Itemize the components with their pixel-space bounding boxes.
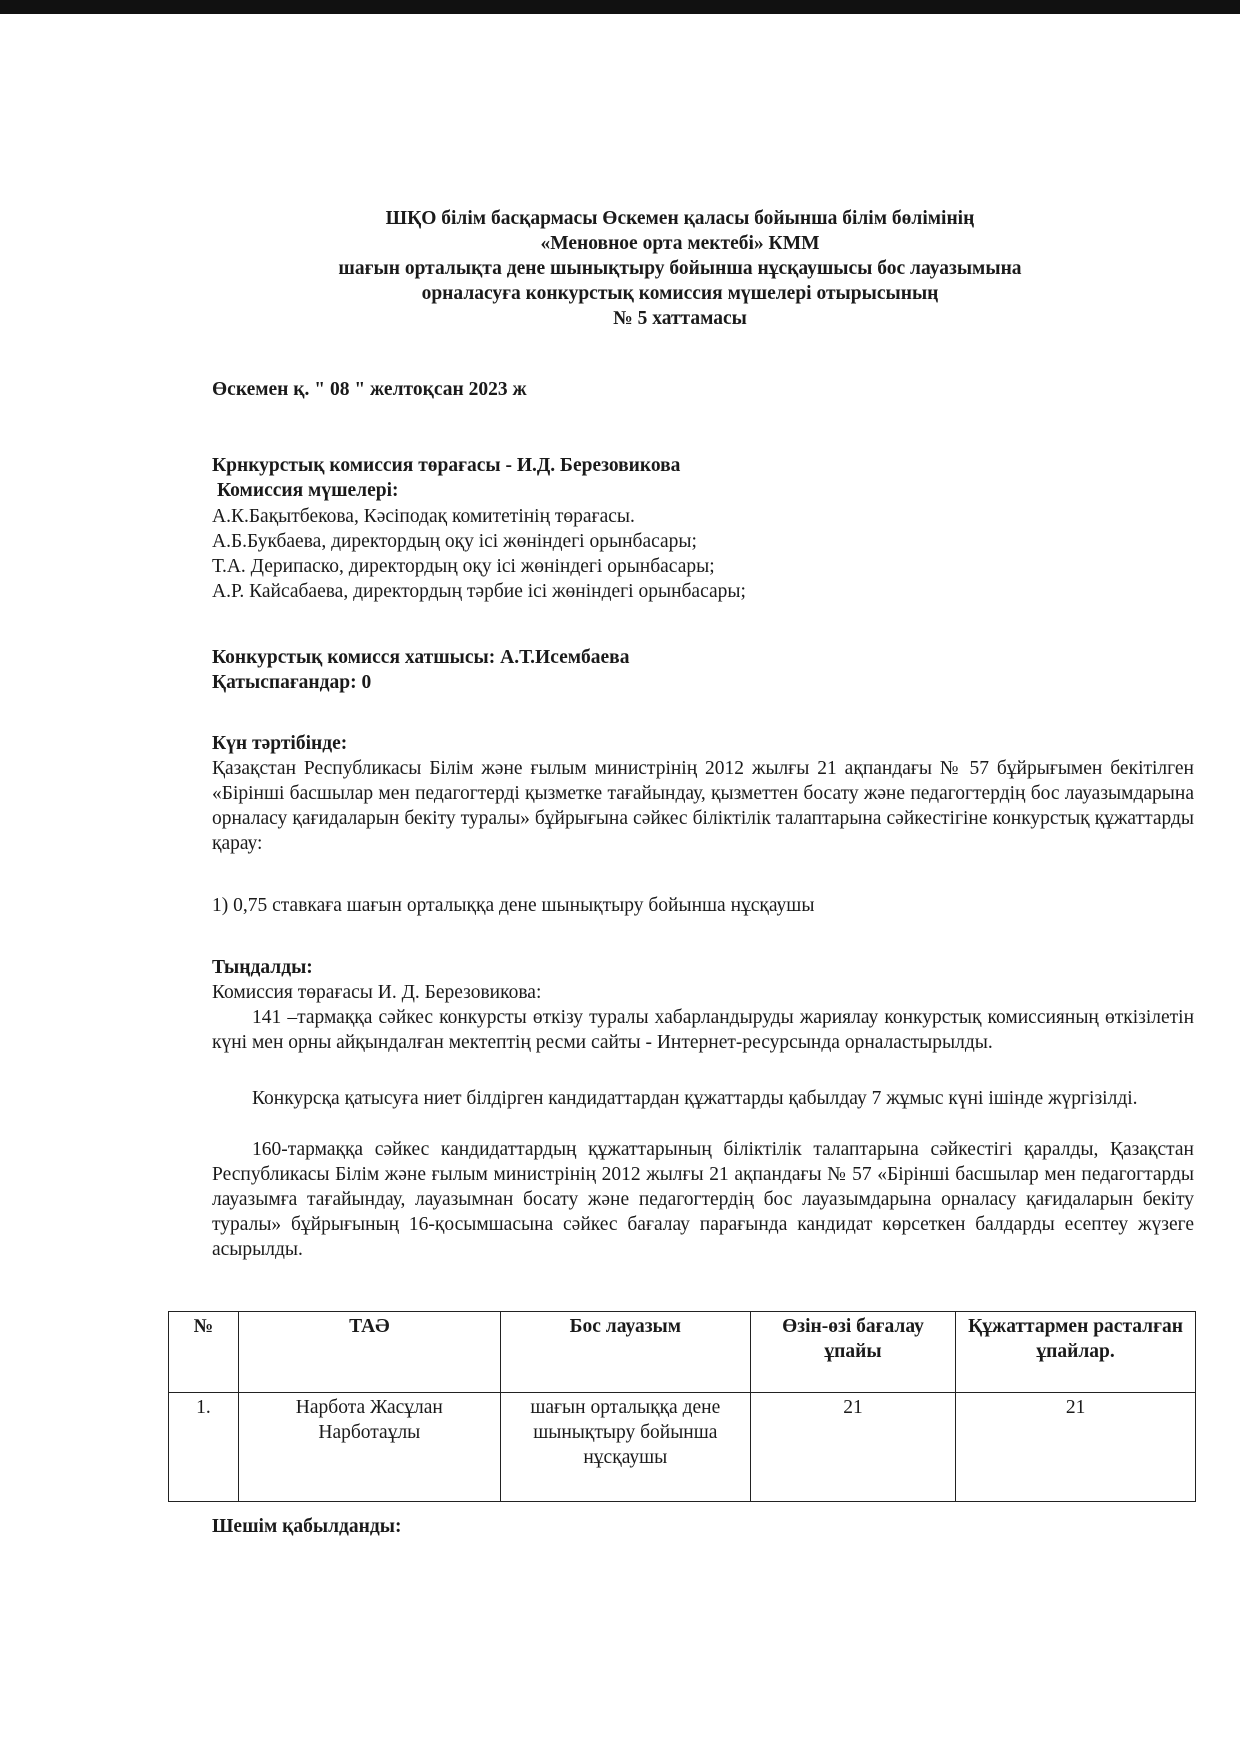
agenda-heading: Күн тәртібінде: xyxy=(212,733,348,754)
header-vacancy: Бос лауазым xyxy=(500,1312,750,1393)
absent-count: Қатыспағандар: 0 xyxy=(212,672,372,693)
header-self-score: Өзін-өзі бағалау ұпайы xyxy=(750,1312,955,1393)
commission-secretary: Конкурстық комисся хатшысы: А.Т.Исембаева xyxy=(212,647,630,668)
cell-confirmed-score: 21 xyxy=(956,1393,1196,1502)
results-table xyxy=(168,1311,1196,1502)
member-3: Т.А. Дерипаско, директордың оқу ісі жөніндегі орынбасары; xyxy=(212,556,715,577)
heard-speaker: Комиссия төрағасы И. Д. Березовикова: xyxy=(212,982,542,1003)
member-1: А.К.Бақытбекова, Кәсіподақ комитетінің төрағасы. xyxy=(212,506,635,527)
table-row xyxy=(169,1393,1196,1502)
cell-full-name: Нарбота Жасұлан Нарботаұлы xyxy=(238,1393,500,1502)
heard-paragraph-2: Конкурсқа қатысуға ниет білдірген кандидаттардан құжаттарды қабылдау 7 жұмыс күні ішінде жүргізілді. xyxy=(252,1088,1138,1109)
header-number: № xyxy=(169,1312,239,1393)
heard-heading: Тыңдалды: xyxy=(212,957,313,978)
heard-paragraph-1: 141 –тармаққа сәйкес конкурсты өткізу туралы хабарландыруды жариялау конкурстық комиссияның өткізілетін күні мен орны айқындалған мектептің ресми сайты - Интернет-ресурсында орналастырылды. xyxy=(212,1007,1194,1053)
document-title xyxy=(190,206,1170,331)
place-date: Өскемен қ. " 08 " желтоқсан 2023 ж xyxy=(212,379,527,400)
agenda-text: Қазақстан Республикасы Білім және ғылым министрінің 2012 жылғы 21 ақпандағы № 57 бұйрығымен бекітілген «Бірінші басшылар мен педагогтерді қызметке тағайындау, қызметтен босату және педагогтердің бос лауазымдарына орналасу қағидаларын бекіту туралы» бұйрығына сәйкес біліктілік талаптарына сәйкестігіне конкурстық құжаттарды қарау: xyxy=(212,758,1194,854)
member-4: А.Р. Кайсабаева, директордың тәрбие ісі жөніндегі орынбасары; xyxy=(212,581,746,602)
heard-paragraph-3: 160-тармаққа сәйкес кандидаттардың құжаттарының біліктілік талаптарына сәйкестігі қаралды, Қазақстан Республикасы Білім және ғылым министрінің 2012 жылғы 21 ақпандағы № 57 «Бірінші басшылар мен педагогтарды лауазымға тағайындау, лауазымнан босату және педагогтердің бос лауазымдарына орналасу қағидаларын бекіту туралы» бұйрығының 16-қосымшасына сәйкес бағалау парағында кандидат көрсеткен балдарды есептеу жүзеге асырылды. xyxy=(212,1139,1194,1260)
cell-self-score: 21 xyxy=(750,1393,955,1502)
commission-chair: Крнкурстық комиссия төрағасы - И.Д. Березовикова xyxy=(212,455,681,476)
agenda-item: 1) 0,75 ставкаға шағын орталыққа дене шынықтыру бойынша нұсқаушы xyxy=(212,895,815,916)
header-confirmed-score: Құжаттармен расталған ұпайлар. xyxy=(956,1312,1196,1393)
title-line-1: ШҚО білім басқармасы Өскемен қаласы бойынша білім бөлімінің xyxy=(385,208,975,229)
header-full-name: ТАӘ xyxy=(238,1312,500,1393)
title-line-3: шағын орталықта дене шынықтыру бойынша нұсқаушысы бос лауазымына xyxy=(338,258,1022,279)
table-header-row xyxy=(169,1312,1196,1393)
title-line-5: № 5 хаттамасы xyxy=(613,308,747,329)
decision-heading: Шешім қабылданды: xyxy=(212,1516,402,1537)
members-heading: Комиссия мүшелері: xyxy=(217,480,399,501)
title-line-4: орналасуға конкурстық комиссия мүшелері отырысының xyxy=(421,283,939,304)
title-line-2: «Меновное орта мектебі» КММ xyxy=(540,233,820,254)
member-2: А.Б.Букбаева, директордың оқу ісі жөніндегі орынбасары; xyxy=(212,531,697,552)
cell-vacancy: шағын орталыққа дене шынықтыру бойынша нұсқаушы xyxy=(500,1393,750,1502)
cell-number: 1. xyxy=(169,1393,239,1502)
